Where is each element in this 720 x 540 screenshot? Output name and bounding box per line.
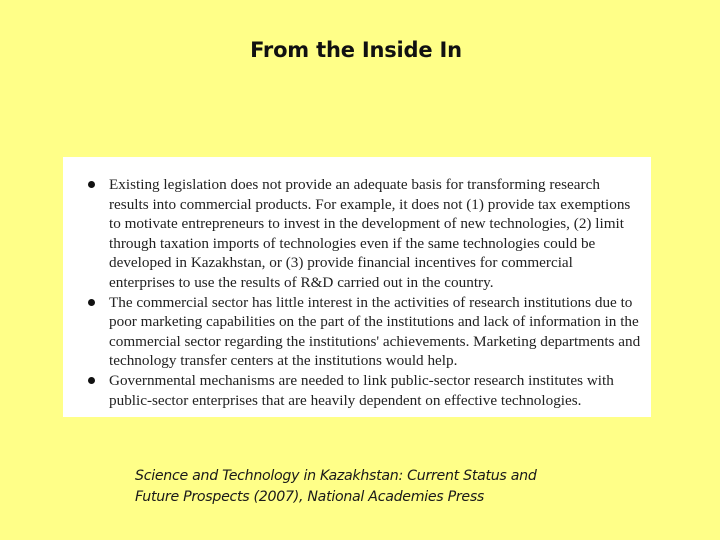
quoted-excerpt-box (63, 157, 651, 417)
bullet-text: Governmental mechanisms are needed to link public-sector research institutes with public-sector enterprises that are heavily dependent on effective technologies. (109, 371, 614, 409)
source-citation (135, 466, 537, 508)
bullet-item (85, 175, 641, 293)
bullet-icon (88, 377, 95, 384)
bullet-item (85, 371, 641, 410)
citation-line-1: Science and Technology in Kazakhstan: Current Status and (135, 468, 537, 484)
bullet-list (85, 175, 641, 410)
bullet-icon (88, 181, 95, 188)
bullet-text: Existing legislation does not provide an adequate basis for transforming research results into commercial products. For example, it does not (1) provide tax exemptions to motivate entrepreneurs to invest in the development of new technologies, (2) limit through taxation imports of technologies even if the same technologies could be developed in Kazakhstan, or (3) provide financial incentives for commercial enterprises to use the results of R&D carried out in the country. (109, 176, 631, 291)
bullet-icon (88, 299, 95, 306)
slide-title: From the Inside In (250, 38, 462, 62)
citation-line-2: Future Prospects (2007), National Academies Press (135, 489, 485, 505)
bullet-item (85, 293, 641, 371)
bullet-text: The commercial sector has little interest in the activities of research institutions due to poor marketing capabilities on the part of the institutions and lack of information in the commercial sector regarding the institutions' achievements. Marketing departments and technology transfer centers at the institutions would help. (109, 293, 641, 370)
